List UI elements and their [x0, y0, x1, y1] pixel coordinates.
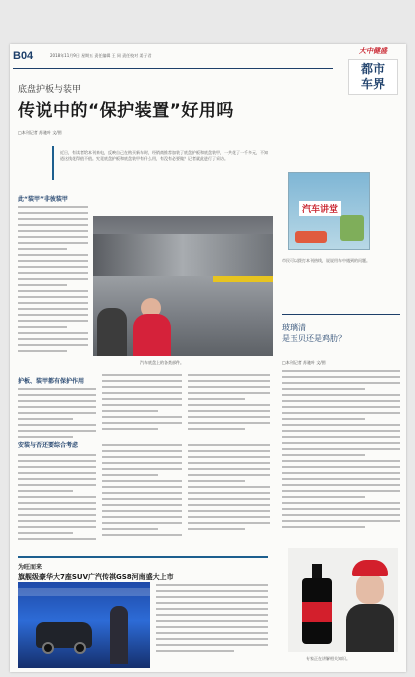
section-3-body-col2	[102, 444, 182, 540]
text-line	[18, 338, 88, 340]
text-line	[102, 522, 182, 524]
text-line	[282, 376, 400, 378]
text-line	[102, 428, 158, 430]
section-2-body	[18, 388, 96, 442]
right-column-byline: □本刊记者 苏驰叶 文/图	[282, 360, 326, 365]
section-heading-3: 安装与否还要综合考虑	[18, 442, 79, 449]
text-line	[18, 454, 96, 456]
text-line	[188, 392, 270, 394]
text-line	[282, 448, 400, 450]
text-line	[102, 492, 182, 494]
text-line	[102, 416, 182, 418]
text-line	[188, 386, 270, 388]
text-line	[156, 596, 268, 598]
text-line	[282, 412, 400, 414]
text-line	[102, 498, 182, 500]
text-line	[18, 484, 96, 486]
text-line	[102, 504, 182, 506]
text-line	[18, 326, 67, 328]
text-line	[282, 526, 365, 528]
text-line	[102, 534, 182, 536]
text-line	[188, 528, 245, 530]
expert-body	[346, 604, 394, 652]
right-column-rule	[282, 314, 400, 315]
text-line	[188, 450, 270, 452]
expert-red-cap	[352, 560, 388, 576]
text-line	[188, 468, 270, 470]
ad-photo-presenter	[110, 606, 128, 664]
text-line	[282, 520, 400, 522]
text-line	[18, 302, 88, 304]
text-line	[18, 406, 96, 408]
section-2-body-col2	[102, 374, 182, 434]
card-illustration-car	[295, 231, 327, 243]
text-line	[102, 386, 182, 388]
text-line	[18, 290, 88, 292]
expert-face	[356, 574, 384, 604]
text-line	[156, 638, 268, 640]
card-illustration-figure	[340, 215, 364, 241]
section-2-body-col3	[188, 374, 270, 434]
text-line	[102, 398, 182, 400]
right-title-line1: 玻璃清	[282, 323, 306, 332]
page-number: B04	[13, 50, 34, 62]
text-line	[18, 388, 96, 390]
section-1-body	[18, 206, 88, 356]
text-line	[102, 468, 182, 470]
header-meta: 2018年11月9日 星期五 责任编辑 王 同 责任校对 姜子君	[50, 53, 152, 58]
text-line	[102, 474, 158, 476]
text-line	[18, 350, 67, 352]
text-line	[282, 484, 400, 486]
ad-body	[156, 584, 268, 656]
text-line	[102, 410, 158, 412]
ad-title: 旗舰级豪华大7座SUV广汽传祺GS8河南盛大上市	[18, 573, 174, 581]
text-line	[188, 410, 270, 412]
text-line	[188, 474, 270, 476]
text-line	[18, 284, 67, 286]
text-line	[102, 456, 182, 458]
text-line	[188, 380, 270, 382]
text-line	[18, 278, 88, 280]
text-line	[18, 508, 96, 510]
text-line	[18, 266, 88, 268]
brand-block	[348, 46, 398, 95]
article-byline: □本刊记者 苏驰叶 文/图	[18, 130, 62, 135]
product-caption: 专家正在讲解相关知识。	[306, 656, 350, 661]
right-column-body	[282, 370, 400, 532]
text-line	[188, 522, 270, 524]
photo-car-underbody	[93, 234, 273, 276]
text-line	[102, 480, 182, 482]
text-line	[18, 394, 96, 396]
article-headline: 传说中的“保护装置”好用吗	[18, 101, 234, 121]
card-title: 汽车讲堂	[299, 201, 341, 216]
article-lead: 近日，有读者给本刊来电，反映自己在购买新车时，经销商推荐加装了底盘护板和底盘装甲，一共花了一千多元，不知道这钱花得值不值。究竟底盘护板和底盘装甲有什么用，有没有必要做？记者就此进行了采访。	[60, 150, 268, 161]
text-line	[18, 242, 88, 244]
text-line	[188, 492, 270, 494]
ad-kicker: 为旺而来	[18, 564, 43, 571]
text-line	[188, 416, 270, 418]
text-line	[102, 422, 182, 424]
text-line	[102, 404, 182, 406]
text-line	[282, 496, 365, 498]
text-line	[188, 444, 270, 446]
text-line	[102, 462, 182, 464]
text-line	[188, 428, 245, 430]
text-line	[18, 236, 88, 238]
text-line	[156, 608, 268, 610]
page-header	[10, 50, 350, 66]
text-line	[18, 272, 88, 274]
text-line	[18, 436, 73, 438]
text-line	[18, 308, 88, 310]
text-line	[18, 332, 88, 334]
text-line	[282, 418, 365, 420]
text-line	[18, 418, 73, 420]
text-line	[18, 472, 96, 474]
text-line	[18, 514, 96, 516]
text-line	[282, 514, 400, 516]
text-line	[282, 490, 400, 492]
text-line	[282, 466, 400, 468]
text-line	[18, 314, 88, 316]
text-line	[18, 496, 96, 498]
text-line	[18, 230, 88, 232]
header-rule	[13, 68, 333, 69]
text-line	[102, 380, 182, 382]
text-line	[188, 480, 245, 482]
text-line	[18, 460, 96, 462]
photo-lift-arm	[213, 276, 273, 282]
car-lecture-card	[288, 172, 370, 250]
text-line	[282, 370, 400, 372]
section-heading-1: 此“装甲”非彼装甲	[18, 196, 68, 203]
text-line	[156, 590, 268, 592]
text-line	[18, 206, 88, 208]
text-line	[102, 374, 182, 376]
text-line	[18, 248, 67, 250]
text-line	[18, 490, 73, 492]
text-line	[18, 224, 88, 226]
right-column-title	[282, 322, 346, 344]
text-line	[18, 430, 96, 432]
text-line	[18, 478, 96, 480]
product-photo	[288, 548, 398, 652]
text-line	[282, 394, 400, 396]
text-line	[282, 478, 400, 480]
text-line	[282, 430, 400, 432]
text-line	[156, 632, 268, 634]
text-line	[18, 532, 73, 534]
section-3-body	[18, 454, 96, 544]
right-column-caption: 市民可以拨打本刊热线，说说用车中遇到的问题。	[282, 258, 370, 263]
text-line	[282, 400, 400, 402]
text-line	[18, 502, 96, 504]
text-line	[282, 472, 400, 474]
article-kicker: 底盘护板与装甲	[18, 85, 82, 95]
text-line	[18, 526, 96, 528]
text-line	[188, 398, 245, 400]
text-line	[282, 442, 400, 444]
text-line	[18, 212, 88, 214]
text-line	[18, 538, 96, 540]
text-line	[282, 454, 365, 456]
text-line	[18, 412, 96, 414]
text-line	[18, 260, 88, 262]
newspaper-page	[10, 44, 406, 672]
section-name-line1: 都市	[360, 62, 385, 76]
text-line	[18, 254, 88, 256]
ad-photo-banner	[18, 588, 150, 596]
text-line	[18, 400, 96, 402]
right-title-line2: 是玉贝还是鸡肋？	[282, 334, 346, 343]
photo-caption: 汽车底盘上的各类部件。	[140, 360, 184, 365]
text-line	[282, 508, 400, 510]
text-line	[188, 404, 270, 406]
text-line	[282, 406, 400, 408]
article-photo	[93, 216, 273, 356]
text-line	[102, 392, 182, 394]
text-line	[282, 382, 400, 384]
text-line	[188, 374, 270, 376]
text-line	[156, 650, 234, 652]
text-line	[188, 422, 270, 424]
text-line	[18, 218, 88, 220]
text-line	[156, 626, 268, 628]
section-badge	[348, 59, 398, 95]
section-heading-2: 护板、装甲都有保护作用	[18, 378, 85, 385]
text-line	[188, 510, 270, 512]
text-line	[282, 502, 400, 504]
text-line	[156, 602, 268, 604]
text-line	[18, 296, 88, 298]
text-line	[102, 510, 182, 512]
text-line	[156, 644, 268, 646]
text-line	[282, 460, 400, 462]
bottle-label	[302, 602, 332, 622]
text-line	[18, 320, 88, 322]
text-line	[102, 486, 182, 488]
text-line	[282, 436, 400, 438]
text-line	[188, 456, 270, 458]
text-line	[188, 462, 270, 464]
photo-person-left	[97, 308, 127, 356]
text-line	[188, 516, 270, 518]
text-line	[102, 444, 182, 446]
section-3-body-col3	[188, 444, 270, 534]
text-line	[282, 388, 365, 390]
ad-photo-wheel	[42, 642, 54, 654]
newspaper-logo: 大中健盛	[359, 46, 387, 55]
text-line	[18, 344, 88, 346]
text-line	[282, 424, 400, 426]
text-line	[18, 424, 96, 426]
text-line	[102, 528, 158, 530]
ad-photo	[18, 582, 150, 668]
text-line	[18, 466, 96, 468]
photo-person-mechanic	[133, 314, 171, 356]
text-line	[156, 584, 268, 586]
text-line	[188, 504, 270, 506]
text-line	[156, 620, 268, 622]
text-line	[188, 486, 270, 488]
ad-rule	[18, 556, 268, 558]
text-line	[188, 498, 270, 500]
ad-photo-wheel	[74, 642, 86, 654]
text-line	[18, 520, 96, 522]
section-name-line2: 车界	[360, 77, 385, 91]
text-line	[102, 516, 182, 518]
text-line	[156, 614, 268, 616]
text-line	[102, 450, 182, 452]
